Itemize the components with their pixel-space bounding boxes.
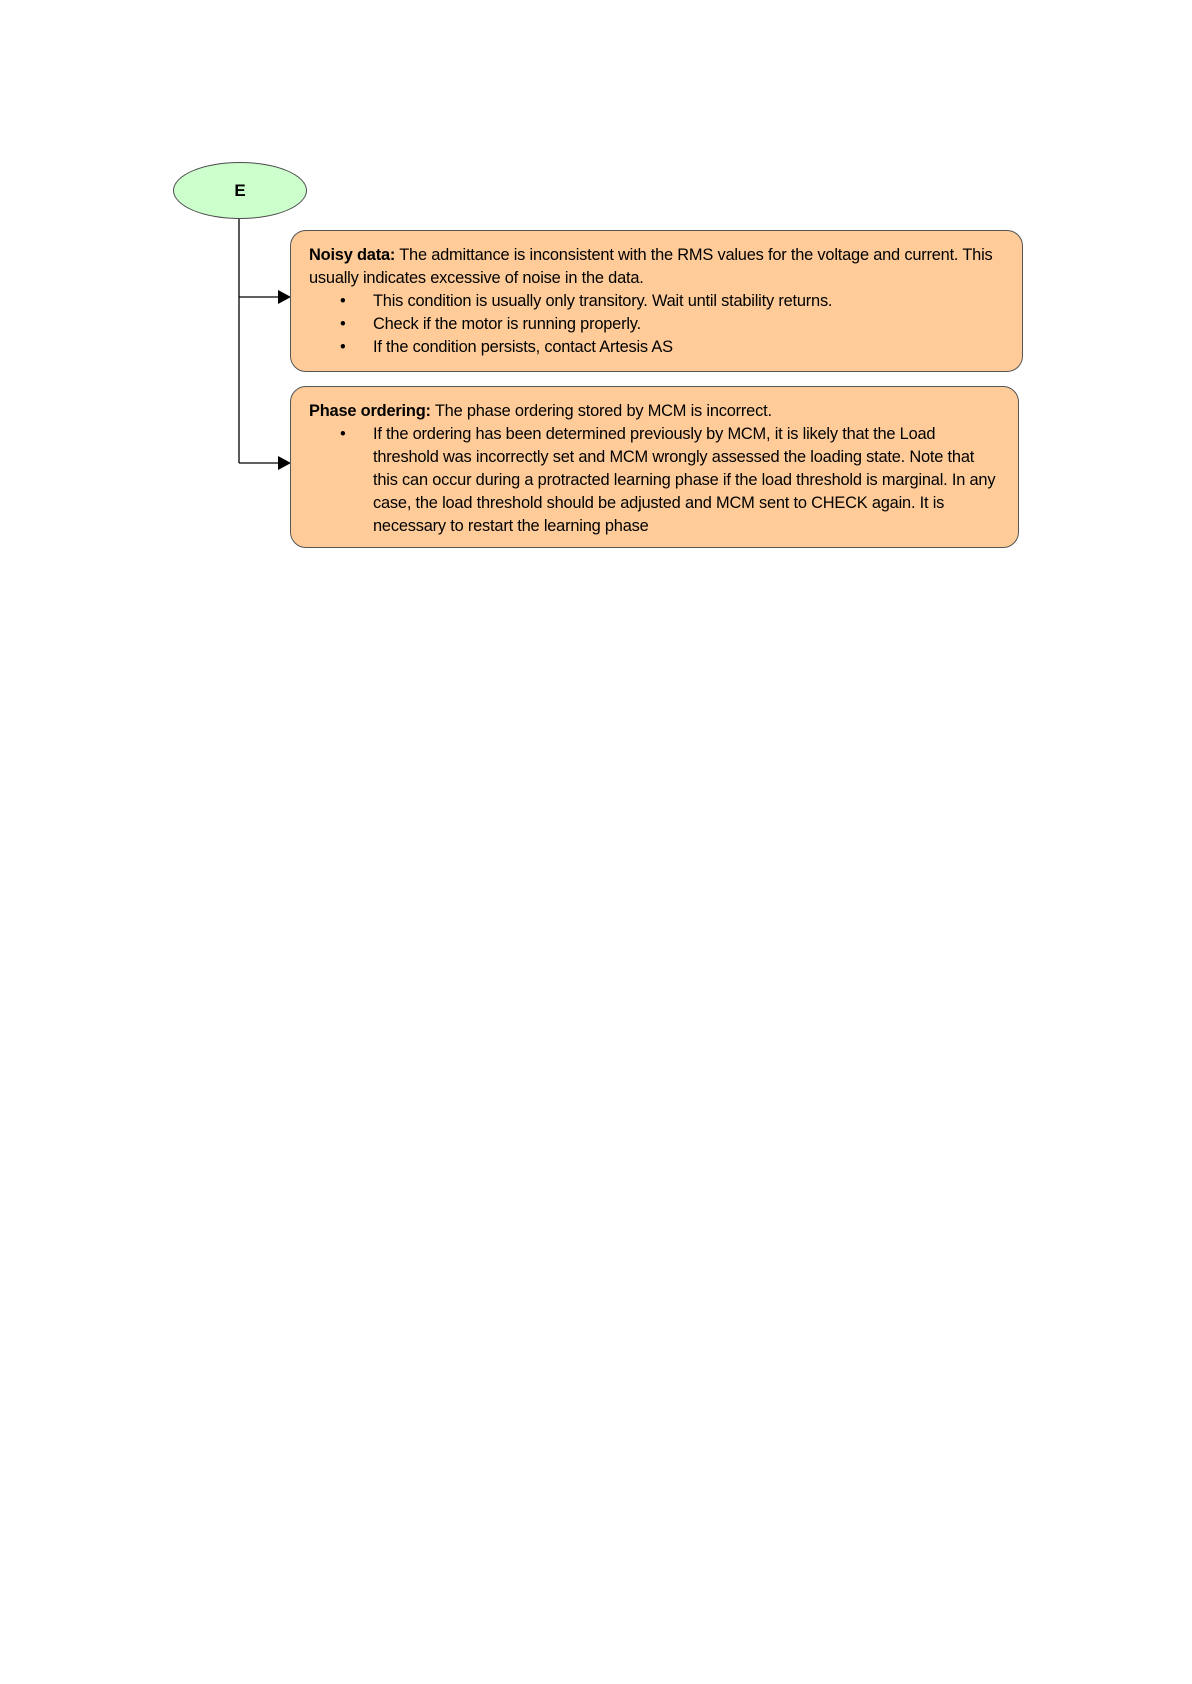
noisy-data-box — [290, 230, 1023, 372]
list-item-text: Check if the motor is running properly. — [373, 315, 641, 333]
start-node-e — [173, 162, 307, 219]
list-item — [309, 290, 1004, 313]
list-item-text: This condition is usually only transitory. Wait until stability returns. — [373, 292, 833, 310]
list-item — [309, 313, 1004, 336]
phase-ordering-bullets — [309, 423, 1000, 538]
bullet-icon: • — [340, 292, 346, 310]
start-node-label: E — [234, 180, 246, 200]
bullet-icon: • — [340, 315, 346, 333]
phase-ordering-box — [290, 386, 1019, 548]
phase-ordering-text: The phase ordering stored by MCM is incorrect. — [430, 402, 772, 420]
list-item-text: If the ordering has been determined previously by MCM, it is likely that the Load threshold was incorrectly set and MCM wrongly assessed the loading state. Note that this can occur during a protracted learning phase if the load threshold is marginal. In any case, the load threshold should be adjusted and MCM sent to CHECK again. It is necessary to restart the learning phase — [373, 425, 996, 535]
list-item-text: If the condition persists, contact Artesis AS — [373, 338, 673, 356]
phase-ordering-description — [309, 400, 1000, 423]
noisy-data-bullets — [309, 290, 1004, 359]
noisy-data-heading: Noisy data: — [309, 246, 396, 264]
bullet-icon: • — [340, 338, 346, 356]
phase-ordering-heading: Phase ordering: — [309, 402, 431, 420]
noisy-data-description — [309, 244, 1004, 290]
noisy-data-text: The admittance is inconsistent with the RMS values for the voltage and current. This usually indicates excessive of noise in the data. — [309, 246, 993, 287]
bullet-icon: • — [340, 425, 346, 443]
list-item — [309, 423, 1000, 538]
list-item — [309, 336, 1004, 359]
